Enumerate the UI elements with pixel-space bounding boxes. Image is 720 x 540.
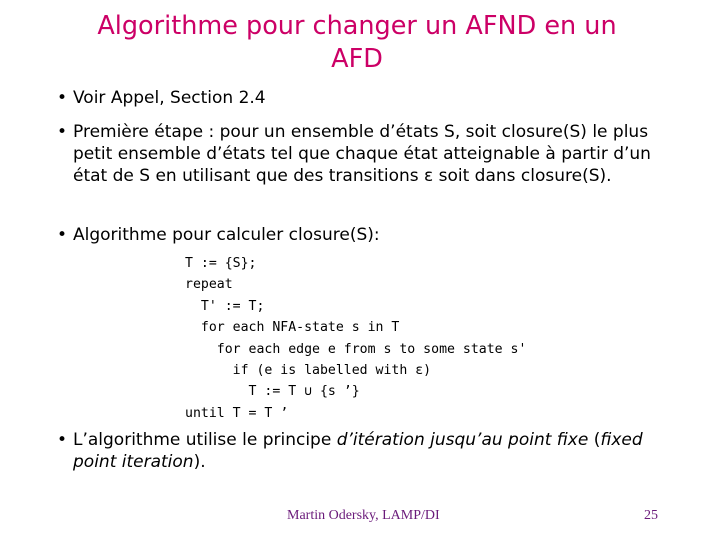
- bullet-text: Voir Appel, Section 2.4: [73, 88, 266, 108]
- bullet-text: [57, 429, 667, 473]
- slide-title-line-2: AFD: [331, 44, 383, 74]
- bullet-text: Algorithme pour calculer closure(S):: [73, 225, 380, 245]
- bullet-dot: •: [57, 430, 68, 450]
- footer-author: Martin Odersky, LAMP/DI: [287, 508, 440, 523]
- bullet-text-prefix: L’algorithme utilise le principe: [73, 430, 337, 450]
- bullet-text-emphasis-english: fixed point iteration: [73, 430, 643, 472]
- bullet-text-middle: (: [588, 430, 601, 450]
- closure-algorithm-code: [185, 253, 526, 424]
- code-line: T := T ∪ {s ’}: [185, 384, 360, 400]
- code-line: for each edge e from s to some state s': [185, 341, 527, 357]
- bullet-dot: •: [57, 122, 68, 142]
- slide-title: [60, 10, 654, 76]
- bullet-algorithm-heading: [57, 224, 667, 246]
- code-line: T := {S};: [185, 256, 257, 271]
- bullet-text-suffix: ).: [193, 452, 206, 472]
- bullet-first-step: [57, 121, 667, 187]
- bullet-text: Première étape : pour un ensemble d’états S, soit closure(S) le plus petit ensemble d’états tel que chaque état atteignable à partir d’un état de S en utilisant que des transitions ε soit dans closure(S).: [73, 122, 651, 186]
- page-number: 25: [644, 508, 658, 523]
- bullet-text-emphasis: d’itération jusqu’au point fixe: [336, 430, 589, 450]
- bullet-dot: •: [57, 225, 68, 245]
- code-line: if (e is labelled with ε): [185, 363, 432, 379]
- code-line: until T = T ’: [185, 405, 289, 421]
- code-line: repeat: [185, 277, 233, 293]
- code-line: for each NFA-state s in T: [185, 320, 400, 336]
- bullet-fixed-point: [57, 429, 667, 473]
- bullet-dot: •: [57, 88, 68, 108]
- bullet-reference: [57, 87, 667, 109]
- code-line: T' := T;: [185, 298, 265, 314]
- slide-title-line-1: Algorithme pour changer un AFND en un: [97, 11, 617, 41]
